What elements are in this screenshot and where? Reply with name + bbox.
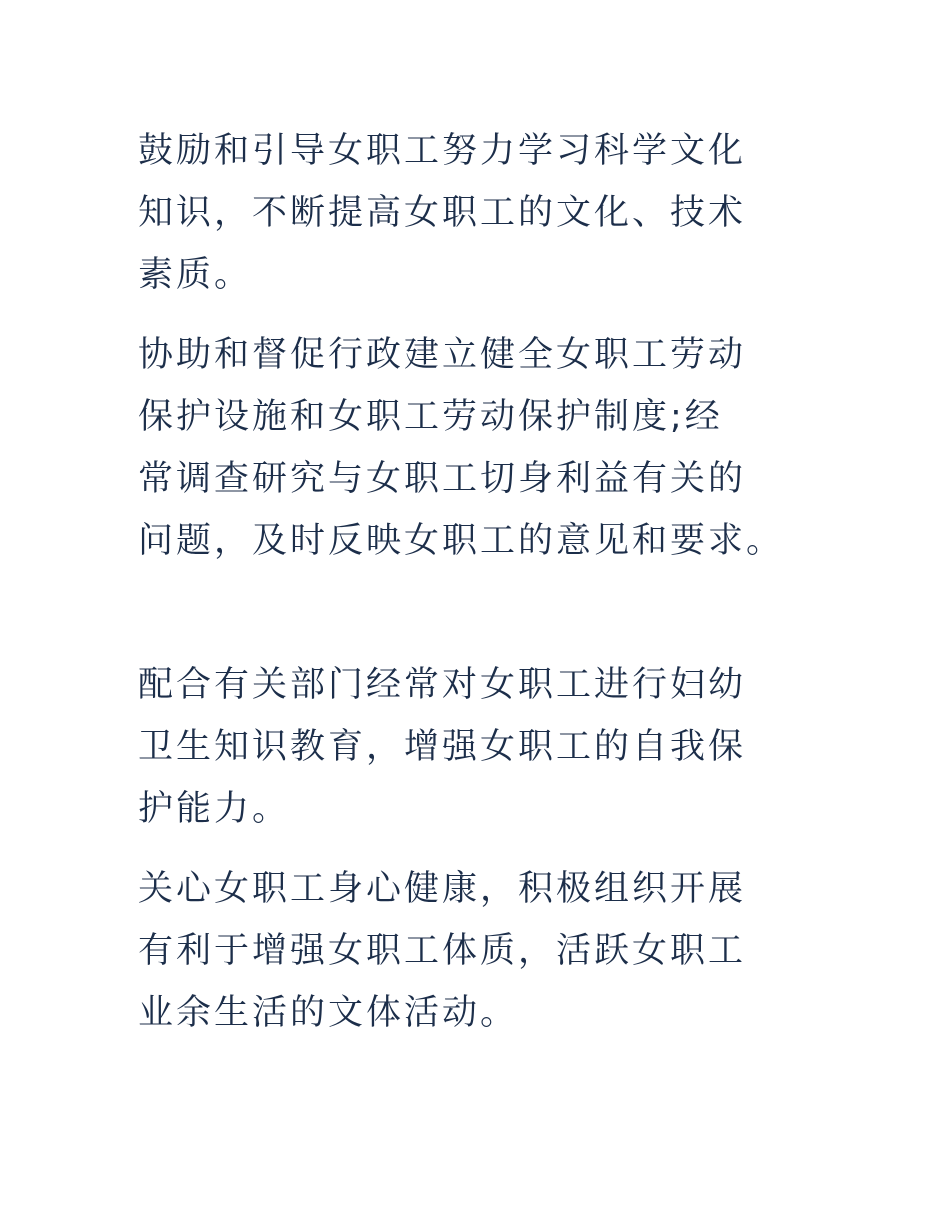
paragraph-line: 有利于增强女职工体质，活跃女职工 [138,931,747,971]
paragraph-line: 素质。 [138,255,253,295]
paragraph-line: 知识，不断提高女职工的文化、技术 [138,193,747,233]
paragraph-line: 鼓励和引导女职工努力学习科学文化 [138,131,747,171]
paragraph-2 [138,324,838,572]
paragraph-line: 配合有关部门经常对女职工进行妇幼 [138,665,747,705]
paragraph-3 [138,654,838,840]
paragraph-line: 常调查研究与女职工切身利益有关的 [138,459,747,499]
paragraph-line: 问题，及时反映女职工的意见和要求。 [138,521,785,561]
paragraph-line: 卫生知识教育，增强女职工的自我保 [138,727,747,767]
paragraph-line: 协助和督促行政建立健全女职工劳动 [138,335,747,375]
paragraph-1 [138,120,838,306]
paragraph-line: 业余生活的文体活动。 [138,993,519,1033]
paragraph-4 [138,858,838,1044]
paragraph-line: 护能力。 [138,789,291,829]
paragraph-line: 关心女职工身心健康，积极组织开展 [138,869,747,909]
paragraph-line: 保护设施和女职工劳动保护制度;经 [138,397,723,437]
